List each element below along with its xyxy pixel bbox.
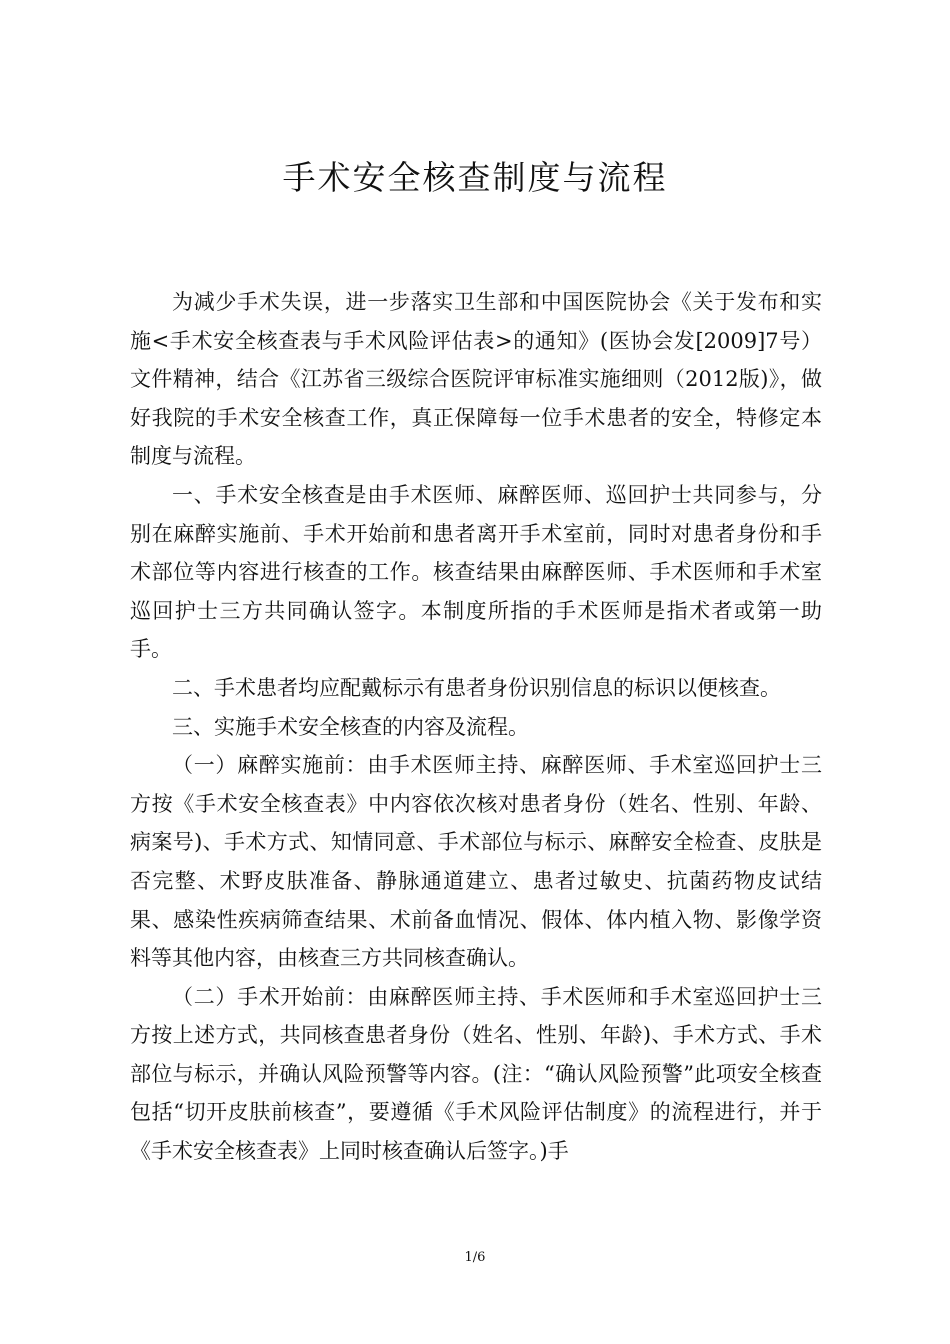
paragraph-section-3: 三、实施手术安全核查的内容及流程。 <box>172 714 529 739</box>
page-number: 1/6 <box>464 1250 486 1265</box>
paragraph-intro: 为减少手术失误，进一步落实卫生部和中国医院协会《关于发布和实施<手术安全核查表与手术风险评估表>的通知》(医协会发[2009]7号）文件精神，结合《江苏省三级综合医院评审标准实施细则（2012版)》，做好我院的手术安全核查工作，真正保障每一位手术患者的安全，特修定本制度与流程。 <box>130 290 822 469</box>
document-body <box>130 283 822 1171</box>
paragraph-subsection-1: （一）麻醉实施前：由手术医师主持、麻醉医师、手术室巡回护士三方按《手术安全核查表》中内容依次核对患者身份（姓名、性别、年龄、病案号)、手术方式、知情同意、手术部位与标示、麻醉安全检查、皮肤是否完整、术野皮肤准备、静脉通道建立、患者过敏史、抗菌药物皮试结果、感染性疾病筛查结果、术前备血情况、假体、体内植入物、影像学资料等其他内容，由核查三方共同核查确认。 <box>130 753 822 971</box>
paragraph-section-1: 一、手术安全核查是由手术医师、麻醉医师、巡回护士共同参与，分别在麻醉实施前、手术开始前和患者离开手术室前，同时对患者身份和手术部位等内容进行核查的工作。核查结果由麻醉医师、手术医师和手术室巡回护士三方共同确认签字。本制度所指的手术医师是指术者或第一助手。 <box>130 482 822 662</box>
page-title: 手术安全核查制度与流程 <box>282 158 668 197</box>
paragraph-subsection-2: （二）手术开始前：由麻醉医师主持、手术医师和手术室巡回护士三方按上述方式，共同核查患者身份（姓名、性别、年龄)、手术方式、手术部位与标示，并确认风险预警等内容。(注：“确认风险预警”此项安全核查包括“切开皮肤前核查”，要遵循《手术风险评估制度》的流程进行，并于《手术安全核查表》上同时核查确认后签字。)手 <box>130 984 822 1164</box>
paragraph-section-2: 二、手术患者均应配戴标示有患者身份识别信息的标识以便核查。 <box>172 675 781 700</box>
